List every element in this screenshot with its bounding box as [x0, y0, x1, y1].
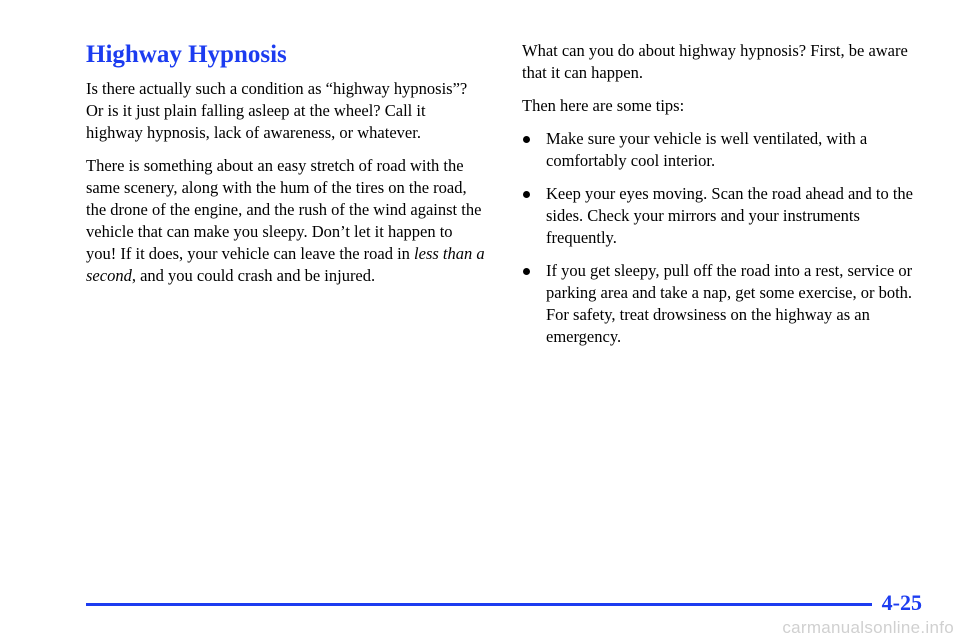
warning-paragraph [86, 155, 486, 287]
warning-text-end: , and you could crash and be injured. [131, 266, 376, 285]
tips-intro: Then here are some tips: [522, 96, 685, 115]
right-column [522, 40, 930, 359]
tips-list [522, 128, 930, 348]
tip-text: Keep your eyes moving. Scan the road ahead and to the sides. Check your mirrors and your instruments frequently. [546, 184, 914, 247]
list-item [522, 183, 930, 249]
page-number: 4-25 [881, 590, 922, 615]
intro-paragraph: Is there actually such a condition as “highway hypnosis”? Or is it just plain falling asleep at the wheel? Call it highway hypnosis, lack of awareness, or whatever. [86, 79, 468, 142]
bullet-icon [523, 268, 530, 275]
tip-text: If you get sleepy, pull off the road into a rest, service or parking area and take a nap, get some exercise, or both. For safety, treat drowsiness on the highway as an emergency. [546, 261, 913, 346]
page-title: Highway Hypnosis [86, 41, 287, 68]
list-item [522, 128, 930, 172]
watermark: carmanualsonline.info [782, 618, 954, 637]
footer-rule [86, 603, 872, 606]
list-item [522, 260, 930, 348]
tip-text: Make sure your vehicle is well ventilated, with a comfortably cool interior. [546, 129, 868, 170]
question-paragraph: What can you do about highway hypnosis? First, be aware that it can happen. [522, 41, 908, 82]
left-column [86, 40, 486, 298]
warning-emphasis: less than a second [86, 244, 485, 285]
bullet-icon [523, 136, 530, 143]
bullet-icon [523, 191, 530, 198]
warning-text-start: There is something about an easy stretch of road with the same scenery, along with the hum of the tires on the road, the drone of the engine, and the rush of the wind against the vehicle that can make you sleepy. Don’t let it happen to you! If it does, your vehicle can leave the road in [86, 156, 482, 263]
